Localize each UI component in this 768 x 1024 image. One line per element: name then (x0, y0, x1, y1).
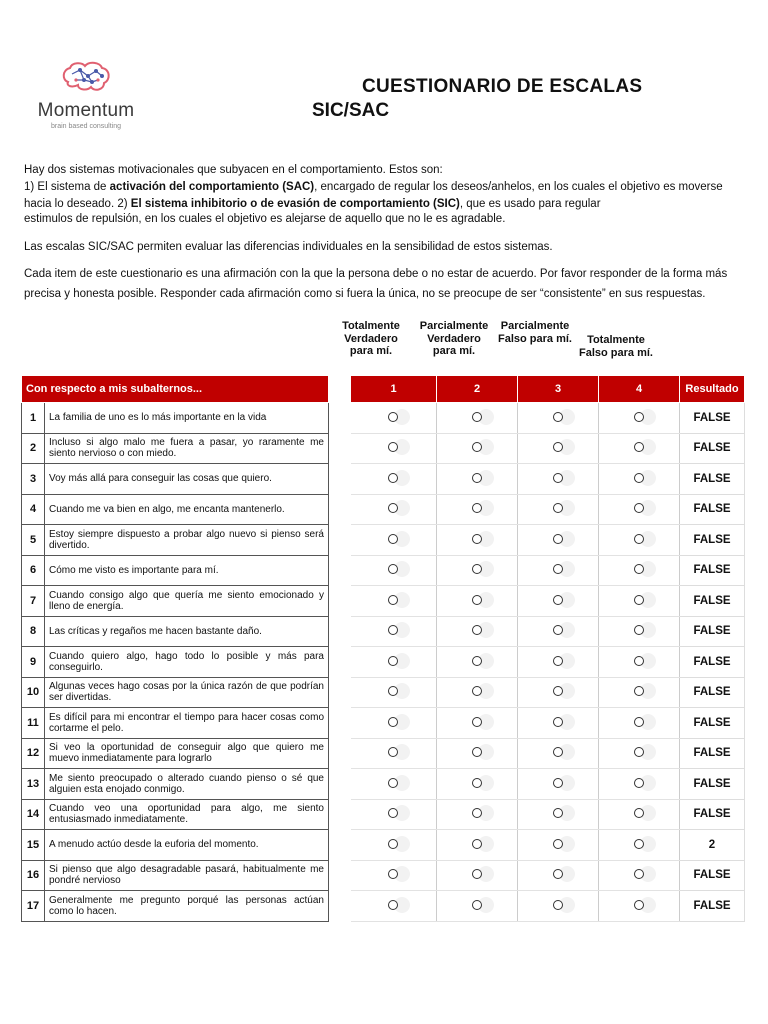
radio-option-4[interactable] (634, 778, 644, 788)
option-cell-3 (518, 708, 599, 739)
intro-line-3: hacia lo deseado. 2) El sistema inhibitorio o de evasión de comportamiento (SIC), que es usado para regular (24, 198, 601, 210)
option-cell-2 (437, 433, 518, 464)
table-row (22, 433, 745, 464)
option-cell-2 (437, 708, 518, 739)
option-cell-1 (351, 738, 437, 769)
option-cell-3 (518, 891, 599, 922)
radio-option-2[interactable] (472, 595, 482, 605)
intro-line-5: Las escalas SIC/SAC permiten evaluar las diferencias individuales en la sensibilidad de estos sistemas. (24, 241, 553, 253)
option-cell-4 (599, 677, 680, 708)
logo-brand: Momentum (37, 100, 135, 121)
item-text: Las críticas y regaños me hacen bastante daño. (45, 616, 329, 647)
radio-option-4[interactable] (634, 869, 644, 879)
option-cell-1 (351, 769, 437, 800)
radio-option-3[interactable] (553, 747, 563, 757)
radio-option-4[interactable] (634, 503, 644, 513)
radio-option-4[interactable] (634, 747, 644, 757)
radio-option-3[interactable] (553, 412, 563, 422)
intro-line-7: precisa y honesta posible. Responder cada afirmación como si fuera la única, no se preocupe de ser “consistente” en sus respuestas. (24, 288, 706, 300)
radio-option-3[interactable] (553, 778, 563, 788)
option-cell-2 (437, 525, 518, 556)
option-cell-2 (437, 464, 518, 495)
option-cell-4 (599, 555, 680, 586)
option-cell-3 (518, 647, 599, 678)
item-text: Voy más allá para conseguir las cosas que quiero. (45, 464, 329, 495)
brain-logo-icon (58, 60, 114, 100)
col-header-result: Resultado (680, 376, 745, 403)
item-number: 14 (22, 799, 45, 830)
radio-option-1[interactable] (388, 778, 398, 788)
item-number: 3 (22, 464, 45, 495)
option-cell-3 (518, 860, 599, 891)
header-label: Con respecto a mis subalternos... (22, 376, 329, 403)
item-text: Cuando me va bien en algo, me encanta mantenerlo. (45, 494, 329, 525)
result-cell: FALSE (680, 860, 745, 891)
item-text: Cuando consigo algo que quería me siento emocionado y lleno de energía. (45, 586, 329, 617)
radio-option-3[interactable] (553, 595, 563, 605)
table-row (22, 403, 745, 434)
radio-option-3[interactable] (553, 625, 563, 635)
radio-option-2[interactable] (472, 534, 482, 544)
option-cell-1 (351, 891, 437, 922)
radio-option-2[interactable] (472, 625, 482, 635)
option-cell-4 (599, 830, 680, 861)
radio-option-4[interactable] (634, 534, 644, 544)
radio-option-3[interactable] (553, 839, 563, 849)
radio-option-1[interactable] (388, 717, 398, 727)
table-row (22, 586, 745, 617)
col-header-3: 3 (518, 376, 599, 403)
item-number: 12 (22, 738, 45, 769)
result-cell: FALSE (680, 647, 745, 678)
radio-option-1[interactable] (388, 564, 398, 574)
item-number: 6 (22, 555, 45, 586)
item-text: Estoy siempre dispuesto a probar algo nuevo si pienso será divertido. (45, 525, 329, 556)
item-number: 5 (22, 525, 45, 556)
table-row (22, 799, 745, 830)
table-row (22, 647, 745, 678)
item-number: 4 (22, 494, 45, 525)
option-cell-2 (437, 799, 518, 830)
radio-option-4[interactable] (634, 442, 644, 452)
table-row (22, 616, 745, 647)
radio-option-3[interactable] (553, 503, 563, 513)
radio-option-4[interactable] (634, 564, 644, 574)
item-text: Cuando quiero algo, hago todo lo posible y más para conseguirlo. (45, 647, 329, 678)
option-cell-4 (599, 616, 680, 647)
item-number: 7 (22, 586, 45, 617)
option-cell-2 (437, 769, 518, 800)
item-number: 11 (22, 708, 45, 739)
option-cell-1 (351, 403, 437, 434)
option-cell-3 (518, 433, 599, 464)
result-cell: 2 (680, 830, 745, 861)
option-cell-1 (351, 586, 437, 617)
item-text: Generalmente me pregunto porqué las personas actúan como lo hacen. (45, 891, 329, 922)
item-number: 15 (22, 830, 45, 861)
radio-option-1[interactable] (388, 808, 398, 818)
radio-option-1[interactable] (388, 625, 398, 635)
radio-option-4[interactable] (634, 656, 644, 666)
option-cell-2 (437, 860, 518, 891)
option-cell-2 (437, 891, 518, 922)
table-row (22, 555, 745, 586)
radio-option-2[interactable] (472, 869, 482, 879)
item-text: Es difícil para mi encontrar el tiempo para hacer cosas como cortarme el pelo. (45, 708, 329, 739)
page-subtitle: SIC/SAC (312, 100, 390, 121)
item-number: 17 (22, 891, 45, 922)
option-cell-3 (518, 494, 599, 525)
table-row (22, 830, 745, 861)
option-cell-3 (518, 403, 599, 434)
option-cell-4 (599, 891, 680, 922)
item-text: Si pienso que algo desagradable pasará, habitualmente me pondré nervioso (45, 860, 329, 891)
radio-option-4[interactable] (634, 595, 644, 605)
option-cell-3 (518, 616, 599, 647)
result-cell: FALSE (680, 799, 745, 830)
momentum-logo (36, 60, 136, 130)
option-cell-3 (518, 525, 599, 556)
option-cell-1 (351, 799, 437, 830)
radio-option-3[interactable] (553, 534, 563, 544)
table-row (22, 769, 745, 800)
radio-option-4[interactable] (634, 473, 644, 483)
radio-option-3[interactable] (553, 808, 563, 818)
option-cell-4 (599, 708, 680, 739)
item-text: Si veo la oportunidad de conseguir algo que quiero me muevo inmediatamente para lograrlo (45, 738, 329, 769)
table-row (22, 677, 745, 708)
option-cell-4 (599, 494, 680, 525)
item-text: Algunas veces hago cosas por la única razón de que podrían ser divertidas. (45, 677, 329, 708)
radio-option-2[interactable] (472, 747, 482, 757)
table-row (22, 494, 745, 525)
radio-option-3[interactable] (553, 442, 563, 452)
intro-line-1: Hay dos sistemas motivacionales que subyacen en el comportamiento. Estos son: (24, 164, 443, 176)
item-text: Cuando veo una oportunidad para algo, me siento entusiasmado inmediatamente. (45, 799, 329, 830)
col-header-2: 2 (437, 376, 518, 403)
option-cell-2 (437, 586, 518, 617)
item-text: La familia de uno es lo más importante en la vida (45, 403, 329, 434)
intro-line-4: estimulos de repulsión, en los cuales el objetivo es alejarse de aquello que no le es agradable. (24, 213, 506, 225)
radio-option-1[interactable] (388, 595, 398, 605)
radio-option-1[interactable] (388, 442, 398, 452)
option-cell-1 (351, 555, 437, 586)
item-number: 8 (22, 616, 45, 647)
table-row (22, 464, 745, 495)
scale-label-4: Totalmente Falso para mí. (579, 334, 653, 359)
table-row (22, 891, 745, 922)
radio-option-1[interactable] (388, 900, 398, 910)
option-cell-4 (599, 433, 680, 464)
radio-option-3[interactable] (553, 656, 563, 666)
radio-option-3[interactable] (553, 900, 563, 910)
option-cell-3 (518, 799, 599, 830)
option-cell-4 (599, 860, 680, 891)
option-cell-4 (599, 647, 680, 678)
scale-label-1: Totalmente Verdadero para mí. (342, 320, 400, 357)
radio-option-1[interactable] (388, 839, 398, 849)
item-number: 1 (22, 403, 45, 434)
item-text: Cómo me visto es importante para mí. (45, 555, 329, 586)
option-cell-1 (351, 464, 437, 495)
radio-option-1[interactable] (388, 869, 398, 879)
item-number: 16 (22, 860, 45, 891)
option-cell-4 (599, 586, 680, 617)
radio-option-1[interactable] (388, 656, 398, 666)
result-cell: FALSE (680, 433, 745, 464)
option-cell-4 (599, 464, 680, 495)
item-number: 10 (22, 677, 45, 708)
radio-option-4[interactable] (634, 900, 644, 910)
option-cell-2 (437, 647, 518, 678)
radio-option-2[interactable] (472, 473, 482, 483)
item-number: 9 (22, 647, 45, 678)
intro-line-2: 1) El sistema de activación del comportamiento (SAC), encargado de regular los deseos/anhelos, en los cuales el objetivo es moverse (24, 181, 723, 193)
option-cell-1 (351, 433, 437, 464)
option-cell-3 (518, 769, 599, 800)
radio-option-2[interactable] (472, 808, 482, 818)
result-cell: FALSE (680, 494, 745, 525)
radio-option-1[interactable] (388, 412, 398, 422)
radio-option-1[interactable] (388, 503, 398, 513)
radio-option-3[interactable] (553, 869, 563, 879)
option-cell-3 (518, 586, 599, 617)
option-cell-1 (351, 708, 437, 739)
option-cell-2 (437, 738, 518, 769)
result-cell: FALSE (680, 738, 745, 769)
questionnaire-table (21, 375, 745, 922)
result-cell: FALSE (680, 891, 745, 922)
result-cell: FALSE (680, 586, 745, 617)
result-cell: FALSE (680, 464, 745, 495)
radio-option-3[interactable] (553, 686, 563, 696)
radio-option-2[interactable] (472, 564, 482, 574)
option-cell-3 (518, 738, 599, 769)
radio-option-2[interactable] (472, 656, 482, 666)
radio-option-3[interactable] (553, 717, 563, 727)
option-cell-3 (518, 677, 599, 708)
radio-option-3[interactable] (553, 564, 563, 574)
radio-option-1[interactable] (388, 686, 398, 696)
option-cell-2 (437, 403, 518, 434)
item-number: 2 (22, 433, 45, 464)
option-cell-3 (518, 464, 599, 495)
option-cell-1 (351, 647, 437, 678)
radio-option-2[interactable] (472, 503, 482, 513)
table-header (22, 376, 745, 403)
radio-option-4[interactable] (634, 625, 644, 635)
radio-option-2[interactable] (472, 686, 482, 696)
option-cell-3 (518, 555, 599, 586)
radio-option-4[interactable] (634, 412, 644, 422)
result-cell: FALSE (680, 677, 745, 708)
option-cell-4 (599, 403, 680, 434)
radio-option-4[interactable] (634, 808, 644, 818)
radio-option-2[interactable] (472, 839, 482, 849)
col-header-4: 4 (599, 376, 680, 403)
logo-tagline: brain based consulting (50, 123, 122, 130)
option-cell-1 (351, 525, 437, 556)
radio-option-4[interactable] (634, 686, 644, 696)
item-text: A menudo actúo desde la euforia del momento. (45, 830, 329, 861)
result-cell: FALSE (680, 708, 745, 739)
item-text: Me siento preocupado o alterado cuando pienso o sé que alguien esta enojado conmigo. (45, 769, 329, 800)
col-header-1: 1 (351, 376, 437, 403)
option-cell-1 (351, 830, 437, 861)
scale-label-2: Parcialmente Verdadero para mí. (419, 320, 489, 357)
option-cell-2 (437, 616, 518, 647)
option-cell-1 (351, 860, 437, 891)
radio-option-2[interactable] (472, 442, 482, 452)
option-cell-1 (351, 616, 437, 647)
option-cell-2 (437, 555, 518, 586)
radio-option-2[interactable] (472, 778, 482, 788)
radio-option-1[interactable] (388, 747, 398, 757)
option-cell-4 (599, 525, 680, 556)
option-cell-3 (518, 830, 599, 861)
table-row (22, 860, 745, 891)
result-cell: FALSE (680, 616, 745, 647)
option-cell-1 (351, 494, 437, 525)
table-row (22, 525, 745, 556)
table-row (22, 738, 745, 769)
radio-option-2[interactable] (472, 412, 482, 422)
scale-label-3: Parcialmente Falso para mí. (498, 320, 572, 345)
result-cell: FALSE (680, 525, 745, 556)
option-cell-2 (437, 494, 518, 525)
intro-line-6: Cada item de este cuestionario es una afirmación con la que la persona debe o no estar de acuerdo. Por favor responder de la forma más (24, 268, 728, 280)
item-text: Incluso si algo malo me fuera a pasar, yo raramente me siento nervioso o con miedo. (45, 433, 329, 464)
item-number: 13 (22, 769, 45, 800)
result-cell: FALSE (680, 555, 745, 586)
table-row (22, 708, 745, 739)
option-cell-4 (599, 738, 680, 769)
result-cell: FALSE (680, 769, 745, 800)
option-cell-4 (599, 769, 680, 800)
radio-option-1[interactable] (388, 473, 398, 483)
radio-option-3[interactable] (553, 473, 563, 483)
option-cell-2 (437, 677, 518, 708)
radio-option-2[interactable] (472, 900, 482, 910)
option-cell-1 (351, 677, 437, 708)
result-cell: FALSE (680, 403, 745, 434)
option-cell-2 (437, 830, 518, 861)
radio-option-4[interactable] (634, 717, 644, 727)
radio-option-2[interactable] (472, 717, 482, 727)
option-cell-4 (599, 799, 680, 830)
radio-option-4[interactable] (634, 839, 644, 849)
radio-option-1[interactable] (388, 534, 398, 544)
page-title: CUESTIONARIO DE ESCALAS (362, 76, 643, 97)
